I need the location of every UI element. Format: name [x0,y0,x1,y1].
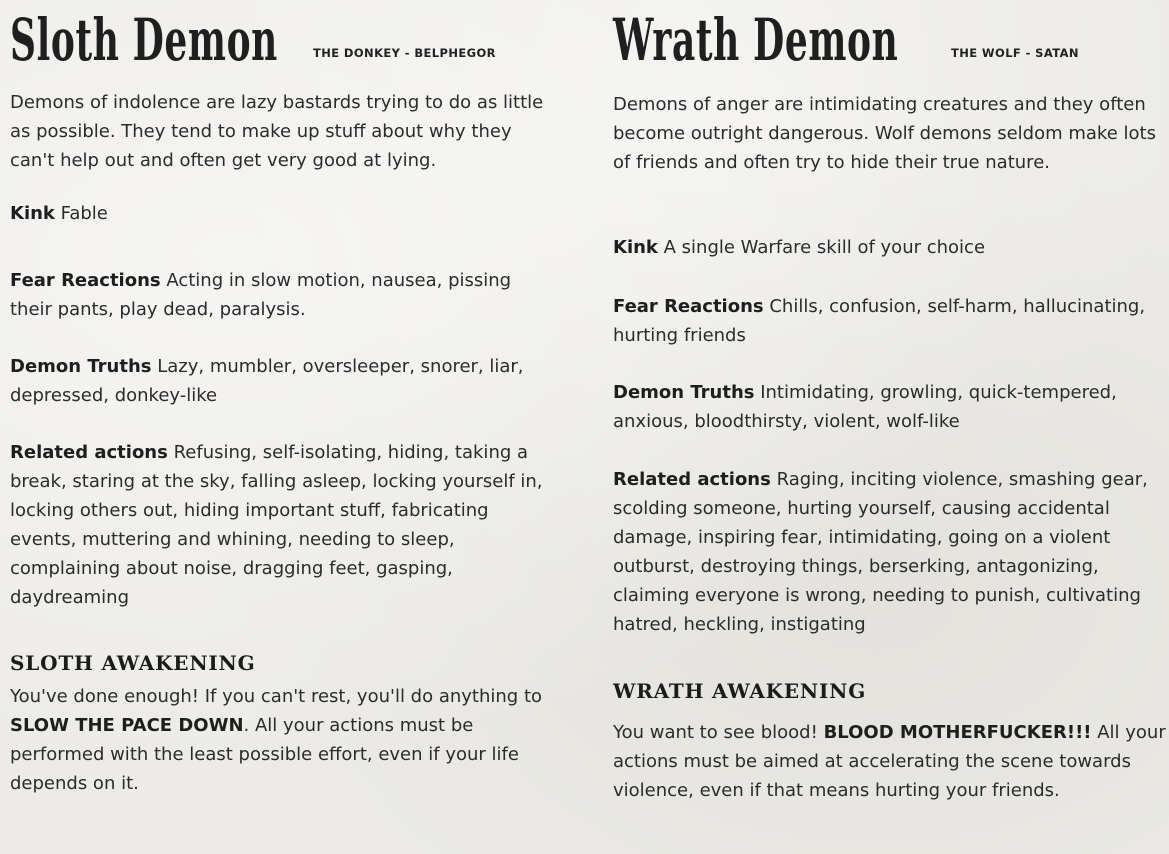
wrath-awakening-heading: WRATH AWAKENING [613,679,867,703]
wrath-kink-text: A single Warfare skill of your choice [663,237,986,258]
sloth-awakening-bold: SLOW THE PACE DOWN [10,715,244,736]
sloth-fear-label: Fear Reactions [10,270,161,291]
sloth-kink-text: Fable [60,203,108,224]
sloth-actions-label: Related actions [10,442,168,463]
wrath-header [613,6,1079,74]
wrath-kink [613,233,1169,262]
sloth-actions-text: Refusing, self-isolating, hiding, taking a break, staring at the sky, falling asleep, locking yourself in, locking others out, hiding important stuff, fabricating events, muttering and whining, needing to sleep, complaining about noise, dragging feet, gasping, daydreaming [10,442,543,608]
sloth-intro: Demons of indolence are lazy bastards trying to do as little as possible. They tend to make up stuff about why they can't help out and often get very good at lying. [10,92,544,171]
wrath-demon-truths [613,378,1169,436]
wrath-subtitle: THE WOLF - SATAN [951,46,1079,60]
wrath-intro: Demons of anger are intimidating creatures and they often become outright dangerous. Wolf demons seldom make lots of friends and often try to hide their true nature. [613,94,1156,173]
wrath-actions-text: Raging, inciting violence, smashing gear, scolding someone, hurting yourself, causing accidental damage, inspiring fear, intimidating, going on a violent outburst, destroying things, berserking, antagonizing, claiming everyone is wrong, needing to punish, cultivating hatred, heckling, instigating [613,469,1148,635]
wrath-awakening-text [613,718,1169,805]
wrath-truths-text: Intimidating, growling, quick-tempered, anxious, bloodthirsty, violent, wolf-like [613,382,1117,432]
wrath-awakening-post: All your actions must be aimed at accelerating the scene towards violence, even if that means hurting your friends. [613,722,1166,801]
sloth-subtitle: THE DONKEY - BELPHEGOR [313,46,496,60]
sloth-related-actions [10,438,558,612]
wrath-actions-label: Related actions [613,469,771,490]
wrath-fear-text: Chills, confusion, self-harm, hallucinating, hurting friends [613,296,1146,346]
wrath-fear-label: Fear Reactions [613,296,764,317]
sloth-awakening-pre: You've done enough! If you can't rest, you'll do anything to [10,686,543,707]
sloth-truths-label: Demon Truths [10,356,152,377]
wrath-kink-label: Kink [613,237,658,258]
sloth-fear-text: Acting in slow motion, nausea, pissing their pants, play dead, paralysis. [10,270,512,320]
sloth-demon-truths [10,352,558,410]
sloth-kink [10,199,558,228]
sloth-awakening-post: . All your actions must be performed with the least possible effort, even if your life depends on it. [10,715,519,794]
sloth-header [10,6,496,74]
wrath-fear-reactions [613,292,1169,350]
wrath-related-actions [613,465,1169,639]
sloth-awakening-heading: SLOTH AWAKENING [10,651,256,675]
wrath-truths-label: Demon Truths [613,382,755,403]
wrath-title: Wrath Demon [613,6,899,74]
sloth-kink-label: Kink [10,203,55,224]
sloth-awakening-text [10,682,558,798]
wrath-awakening-bold: BLOOD MOTHERFUCKER!!! [823,722,1092,743]
wrath-awakening-pre: You want to see blood! [613,722,818,743]
sloth-fear-reactions [10,266,558,324]
sloth-truths-text: Lazy, mumbler, oversleeper, snorer, liar, depressed, donkey-like [10,356,524,406]
sloth-title: Sloth Demon [10,6,278,74]
